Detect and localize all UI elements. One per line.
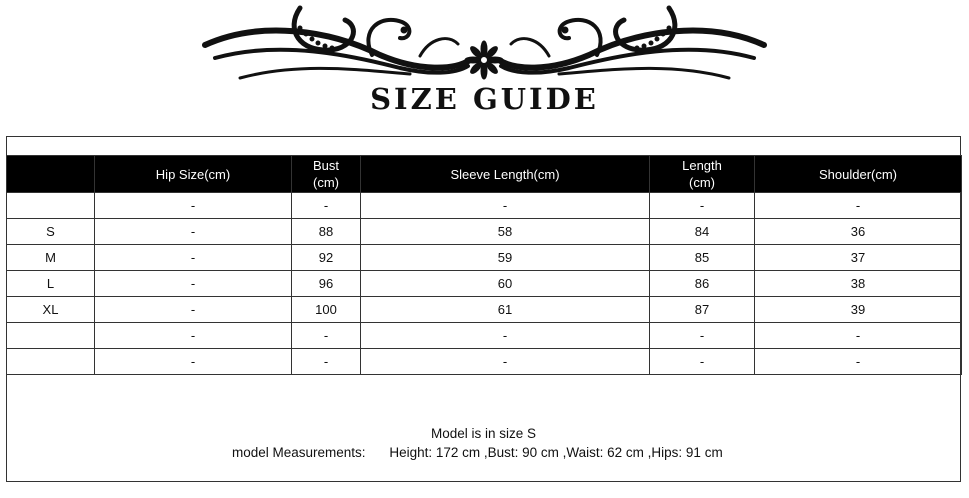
table-row — [7, 219, 962, 245]
table-cell: 38 — [755, 271, 962, 297]
table-cell: - — [95, 245, 292, 271]
table-cell: - — [95, 271, 292, 297]
table-cell: 88 — [292, 219, 361, 245]
size-label-cell: S — [7, 219, 95, 245]
table-cell: 36 — [755, 219, 962, 245]
table-cell: - — [755, 323, 962, 349]
model-measurements-line — [232, 445, 723, 460]
table-cell: 58 — [361, 219, 650, 245]
page-title: SIZE GUIDE — [370, 82, 599, 116]
table-cell: 61 — [361, 297, 650, 323]
table-cell: - — [292, 349, 361, 375]
table-cell: 59 — [361, 245, 650, 271]
table-cell: 86 — [650, 271, 755, 297]
size-label-cell: L — [7, 271, 95, 297]
column-header: Hip Size(cm) — [95, 156, 292, 193]
table-cell: 96 — [292, 271, 361, 297]
column-header: Bust (cm) — [292, 156, 361, 193]
size-label-cell — [7, 323, 95, 349]
table-row — [7, 193, 962, 219]
table-cell: - — [755, 193, 962, 219]
column-header: Length (cm) — [650, 156, 755, 193]
table-row — [7, 349, 962, 375]
table-cell: - — [650, 349, 755, 375]
column-header: Shoulder(cm) — [755, 156, 962, 193]
table-cell: 60 — [361, 271, 650, 297]
table-cell: 85 — [650, 245, 755, 271]
table-cell: 37 — [755, 245, 962, 271]
table-header-row — [7, 156, 962, 193]
table-row — [7, 297, 962, 323]
table-cell: - — [650, 193, 755, 219]
table-cell: 92 — [292, 245, 361, 271]
table-cell: 39 — [755, 297, 962, 323]
size-label-cell — [7, 193, 95, 219]
table-cell: 84 — [650, 219, 755, 245]
table-cell: - — [361, 193, 650, 219]
model-size-line: Model is in size S — [430, 426, 537, 441]
measurements-label: model Measurements: — [232, 445, 366, 460]
table-cell: - — [95, 219, 292, 245]
table-row — [7, 271, 962, 297]
floral-ornament-icon — [0, 0, 969, 90]
table-cell: - — [95, 349, 292, 375]
table-cell: - — [755, 349, 962, 375]
column-header: Sleeve Length(cm) — [361, 156, 650, 193]
table-cell: - — [95, 323, 292, 349]
table-cell: - — [292, 323, 361, 349]
size-guide-banner — [0, 0, 969, 130]
size-label-cell: M — [7, 245, 95, 271]
table-row — [7, 245, 962, 271]
table-cell: - — [292, 193, 361, 219]
table-cell: - — [650, 323, 755, 349]
table-cell: 87 — [650, 297, 755, 323]
table-cell: 100 — [292, 297, 361, 323]
table-row — [7, 323, 962, 349]
size-label-cell — [7, 349, 95, 375]
table-cell: - — [95, 297, 292, 323]
table-cell: - — [95, 193, 292, 219]
column-header-size — [7, 156, 95, 193]
table-cell: - — [361, 349, 650, 375]
measurements-value: Height: 172 cm ,Bust: 90 cm ,Waist: 62 cm ,Hips: 91 cm — [389, 445, 723, 460]
size-label-cell: XL — [7, 297, 95, 323]
table-cell: - — [361, 323, 650, 349]
size-table — [6, 155, 962, 375]
